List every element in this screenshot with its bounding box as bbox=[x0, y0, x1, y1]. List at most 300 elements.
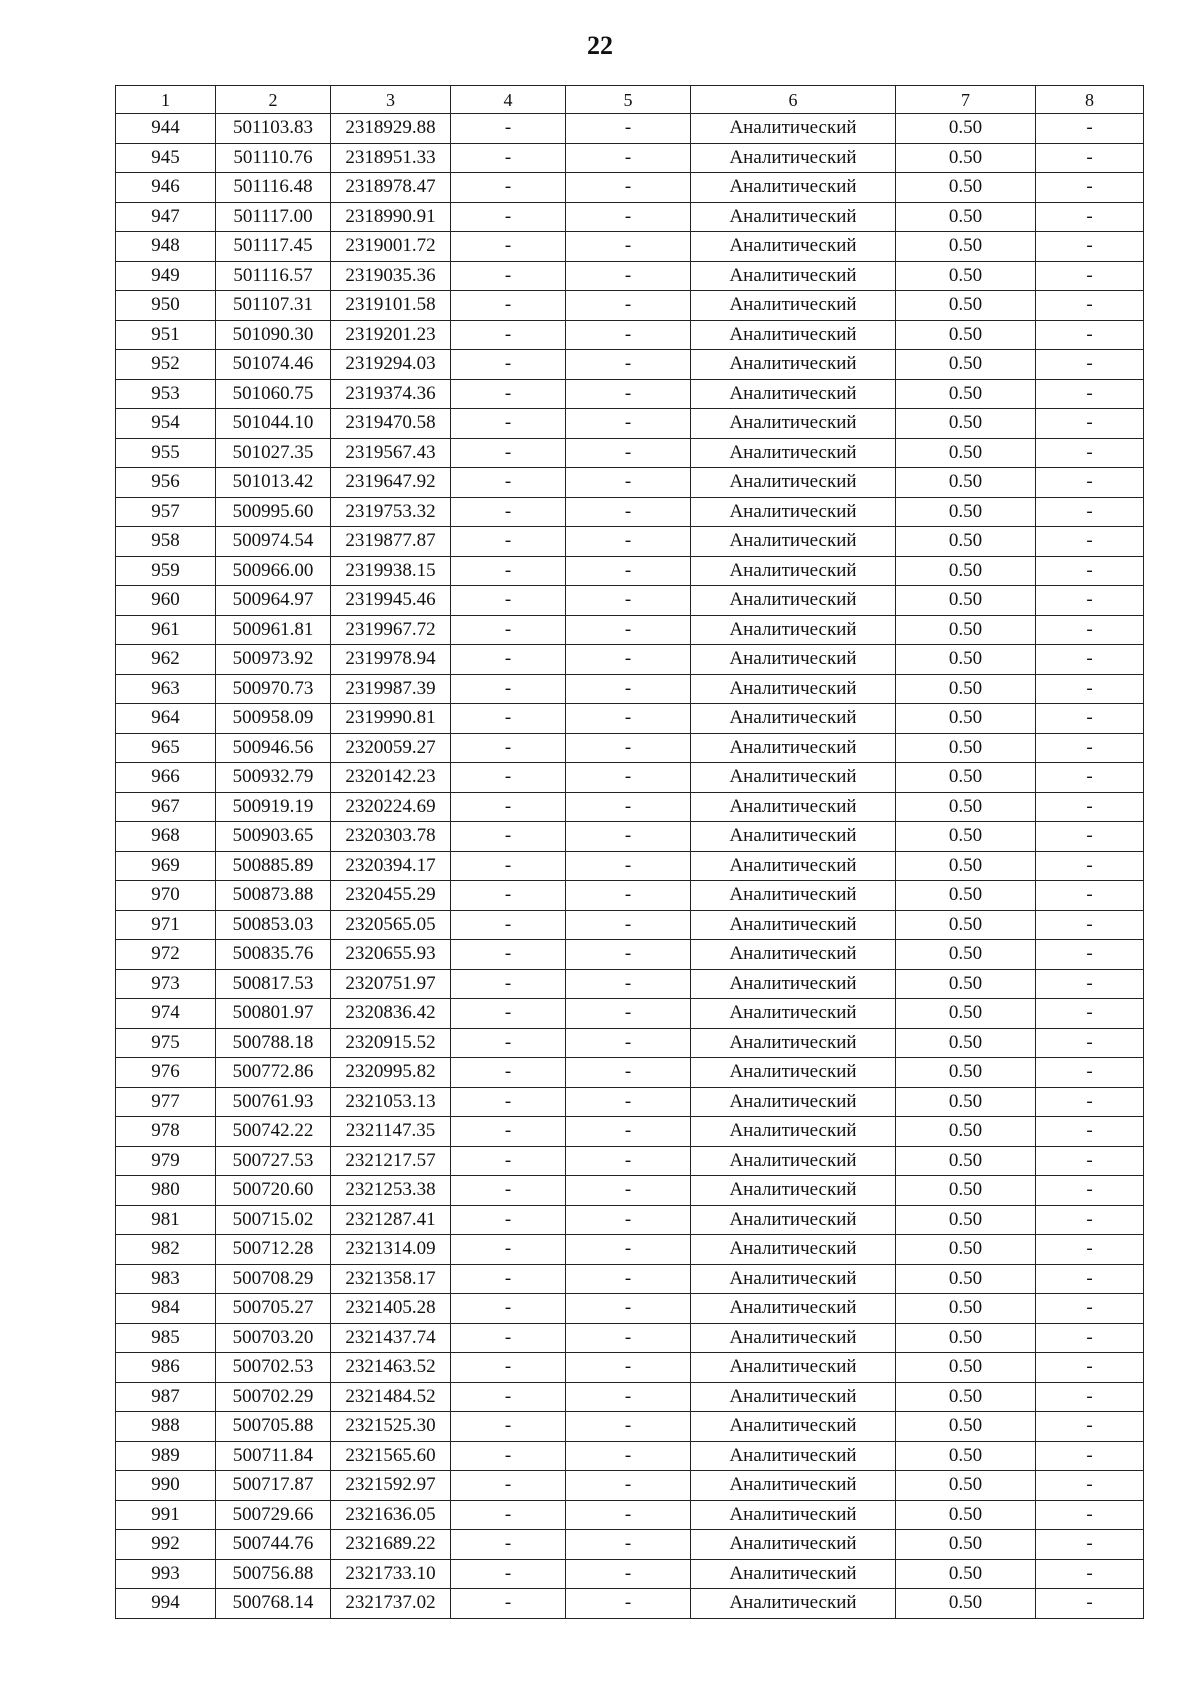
column-4-cell: - bbox=[451, 792, 566, 822]
y-coordinate-cell: 2321437.74 bbox=[331, 1323, 451, 1353]
point-number-cell: 976 bbox=[116, 1058, 216, 1088]
accuracy-cell: 0.50 bbox=[896, 527, 1036, 557]
method-cell: Аналитический bbox=[691, 1353, 896, 1383]
point-number-cell: 990 bbox=[116, 1471, 216, 1501]
y-coordinate-cell: 2320394.17 bbox=[331, 851, 451, 881]
point-number-cell: 983 bbox=[116, 1264, 216, 1294]
accuracy-cell: 0.50 bbox=[896, 1559, 1036, 1589]
method-cell: Аналитический bbox=[691, 409, 896, 439]
column-4-cell: - bbox=[451, 291, 566, 321]
method-cell: Аналитический bbox=[691, 497, 896, 527]
table-row bbox=[116, 261, 1144, 291]
method-cell: Аналитический bbox=[691, 1146, 896, 1176]
column-8-cell: - bbox=[1036, 763, 1144, 793]
point-number-cell: 966 bbox=[116, 763, 216, 793]
column-5-cell: - bbox=[566, 320, 691, 350]
column-8-cell: - bbox=[1036, 674, 1144, 704]
column-4-cell: - bbox=[451, 143, 566, 173]
point-number-cell: 984 bbox=[116, 1294, 216, 1324]
accuracy-cell: 0.50 bbox=[896, 792, 1036, 822]
point-number-cell: 953 bbox=[116, 379, 216, 409]
y-coordinate-cell: 2321689.22 bbox=[331, 1530, 451, 1560]
y-coordinate-cell: 2318978.47 bbox=[331, 173, 451, 203]
accuracy-cell: 0.50 bbox=[896, 645, 1036, 675]
table-row bbox=[116, 1353, 1144, 1383]
column-4-cell: - bbox=[451, 1382, 566, 1412]
column-4-cell: - bbox=[451, 1353, 566, 1383]
column-4-cell: - bbox=[451, 261, 566, 291]
point-number-cell: 960 bbox=[116, 586, 216, 616]
method-cell: Аналитический bbox=[691, 851, 896, 881]
x-coordinate-cell: 501110.76 bbox=[216, 143, 331, 173]
point-number-cell: 955 bbox=[116, 438, 216, 468]
accuracy-cell: 0.50 bbox=[896, 1205, 1036, 1235]
column-8-cell: - bbox=[1036, 792, 1144, 822]
column-5-cell: - bbox=[566, 586, 691, 616]
column-5-cell: - bbox=[566, 645, 691, 675]
column-8-cell: - bbox=[1036, 704, 1144, 734]
accuracy-cell: 0.50 bbox=[896, 320, 1036, 350]
x-coordinate-cell: 501103.83 bbox=[216, 114, 331, 144]
method-cell: Аналитический bbox=[691, 114, 896, 144]
column-8-cell: - bbox=[1036, 733, 1144, 763]
accuracy-cell: 0.50 bbox=[896, 1353, 1036, 1383]
accuracy-cell: 0.50 bbox=[896, 143, 1036, 173]
column-8-cell: - bbox=[1036, 645, 1144, 675]
method-cell: Аналитический bbox=[691, 527, 896, 557]
x-coordinate-cell: 501107.31 bbox=[216, 291, 331, 321]
column-5-cell: - bbox=[566, 1559, 691, 1589]
column-5-cell: - bbox=[566, 143, 691, 173]
x-coordinate-cell: 500973.92 bbox=[216, 645, 331, 675]
column-8-cell: - bbox=[1036, 881, 1144, 911]
column-5-cell: - bbox=[566, 1058, 691, 1088]
accuracy-cell: 0.50 bbox=[896, 1028, 1036, 1058]
x-coordinate-cell: 501117.00 bbox=[216, 202, 331, 232]
column-4-cell: - bbox=[451, 733, 566, 763]
point-number-cell: 959 bbox=[116, 556, 216, 586]
column-4-cell: - bbox=[451, 1264, 566, 1294]
accuracy-cell: 0.50 bbox=[896, 1294, 1036, 1324]
method-cell: Аналитический bbox=[691, 468, 896, 498]
method-cell: Аналитический bbox=[691, 1028, 896, 1058]
y-coordinate-cell: 2319753.32 bbox=[331, 497, 451, 527]
y-coordinate-cell: 2321525.30 bbox=[331, 1412, 451, 1442]
column-4-cell: - bbox=[451, 1058, 566, 1088]
column-5-cell: - bbox=[566, 615, 691, 645]
x-coordinate-cell: 500974.54 bbox=[216, 527, 331, 557]
column-8-cell: - bbox=[1036, 291, 1144, 321]
method-cell: Аналитический bbox=[691, 1323, 896, 1353]
y-coordinate-cell: 2320303.78 bbox=[331, 822, 451, 852]
method-cell: Аналитический bbox=[691, 143, 896, 173]
column-8-cell: - bbox=[1036, 1235, 1144, 1265]
accuracy-cell: 0.50 bbox=[896, 1146, 1036, 1176]
y-coordinate-cell: 2319938.15 bbox=[331, 556, 451, 586]
method-cell: Аналитический bbox=[691, 704, 896, 734]
accuracy-cell: 0.50 bbox=[896, 1235, 1036, 1265]
table-row bbox=[116, 232, 1144, 262]
method-cell: Аналитический bbox=[691, 645, 896, 675]
column-5-cell: - bbox=[566, 763, 691, 793]
column-4-cell: - bbox=[451, 763, 566, 793]
header-row bbox=[116, 86, 1144, 114]
y-coordinate-cell: 2319035.36 bbox=[331, 261, 451, 291]
y-coordinate-cell: 2319978.94 bbox=[331, 645, 451, 675]
point-number-cell: 946 bbox=[116, 173, 216, 203]
column-4-cell: - bbox=[451, 202, 566, 232]
x-coordinate-cell: 501044.10 bbox=[216, 409, 331, 439]
column-4-cell: - bbox=[451, 615, 566, 645]
column-4-cell: - bbox=[451, 438, 566, 468]
y-coordinate-cell: 2321737.02 bbox=[331, 1589, 451, 1619]
column-8-cell: - bbox=[1036, 1353, 1144, 1383]
table-row bbox=[116, 1323, 1144, 1353]
method-cell: Аналитический bbox=[691, 1235, 896, 1265]
accuracy-cell: 0.50 bbox=[896, 969, 1036, 999]
column-4-cell: - bbox=[451, 468, 566, 498]
column-5-cell: - bbox=[566, 350, 691, 380]
y-coordinate-cell: 2319945.46 bbox=[331, 586, 451, 616]
x-coordinate-cell: 500853.03 bbox=[216, 910, 331, 940]
column-4-cell: - bbox=[451, 1176, 566, 1206]
y-coordinate-cell: 2319647.92 bbox=[331, 468, 451, 498]
y-coordinate-cell: 2321217.57 bbox=[331, 1146, 451, 1176]
x-coordinate-cell: 500964.97 bbox=[216, 586, 331, 616]
table-row bbox=[116, 1058, 1144, 1088]
table-row bbox=[116, 527, 1144, 557]
method-cell: Аналитический bbox=[691, 232, 896, 262]
y-coordinate-cell: 2318929.88 bbox=[331, 114, 451, 144]
column-8-cell: - bbox=[1036, 1471, 1144, 1501]
column-4-cell: - bbox=[451, 704, 566, 734]
column-5-cell: - bbox=[566, 232, 691, 262]
accuracy-cell: 0.50 bbox=[896, 1589, 1036, 1619]
column-4-cell: - bbox=[451, 1205, 566, 1235]
point-number-cell: 982 bbox=[116, 1235, 216, 1265]
point-number-cell: 975 bbox=[116, 1028, 216, 1058]
column-header: 7 bbox=[896, 86, 1036, 114]
column-5-cell: - bbox=[566, 379, 691, 409]
y-coordinate-cell: 2320142.23 bbox=[331, 763, 451, 793]
accuracy-cell: 0.50 bbox=[896, 468, 1036, 498]
accuracy-cell: 0.50 bbox=[896, 379, 1036, 409]
point-number-cell: 948 bbox=[116, 232, 216, 262]
accuracy-cell: 0.50 bbox=[896, 1500, 1036, 1530]
column-8-cell: - bbox=[1036, 1117, 1144, 1147]
column-5-cell: - bbox=[566, 1146, 691, 1176]
point-number-cell: 969 bbox=[116, 851, 216, 881]
y-coordinate-cell: 2320751.97 bbox=[331, 969, 451, 999]
column-header: 5 bbox=[566, 86, 691, 114]
y-coordinate-cell: 2319470.58 bbox=[331, 409, 451, 439]
point-number-cell: 967 bbox=[116, 792, 216, 822]
table-row bbox=[116, 704, 1144, 734]
table-row bbox=[116, 792, 1144, 822]
column-8-cell: - bbox=[1036, 1500, 1144, 1530]
x-coordinate-cell: 500817.53 bbox=[216, 969, 331, 999]
column-8-cell: - bbox=[1036, 910, 1144, 940]
column-5-cell: - bbox=[566, 1471, 691, 1501]
column-4-cell: - bbox=[451, 1146, 566, 1176]
method-cell: Аналитический bbox=[691, 350, 896, 380]
column-4-cell: - bbox=[451, 1530, 566, 1560]
y-coordinate-cell: 2318990.91 bbox=[331, 202, 451, 232]
point-number-cell: 968 bbox=[116, 822, 216, 852]
x-coordinate-cell: 501116.48 bbox=[216, 173, 331, 203]
table-row bbox=[116, 1087, 1144, 1117]
table-row bbox=[116, 1146, 1144, 1176]
point-number-cell: 962 bbox=[116, 645, 216, 675]
y-coordinate-cell: 2320565.05 bbox=[331, 910, 451, 940]
column-8-cell: - bbox=[1036, 114, 1144, 144]
method-cell: Аналитический bbox=[691, 438, 896, 468]
column-5-cell: - bbox=[566, 1028, 691, 1058]
table-row bbox=[116, 202, 1144, 232]
column-4-cell: - bbox=[451, 1117, 566, 1147]
method-cell: Аналитический bbox=[691, 881, 896, 911]
column-5-cell: - bbox=[566, 202, 691, 232]
method-cell: Аналитический bbox=[691, 822, 896, 852]
point-number-cell: 961 bbox=[116, 615, 216, 645]
column-8-cell: - bbox=[1036, 1028, 1144, 1058]
accuracy-cell: 0.50 bbox=[896, 1530, 1036, 1560]
table-row bbox=[116, 114, 1144, 144]
method-cell: Аналитический bbox=[691, 1530, 896, 1560]
y-coordinate-cell: 2320655.93 bbox=[331, 940, 451, 970]
x-coordinate-cell: 501090.30 bbox=[216, 320, 331, 350]
column-5-cell: - bbox=[566, 704, 691, 734]
method-cell: Аналитический bbox=[691, 910, 896, 940]
accuracy-cell: 0.50 bbox=[896, 232, 1036, 262]
method-cell: Аналитический bbox=[691, 999, 896, 1029]
column-8-cell: - bbox=[1036, 999, 1144, 1029]
column-8-cell: - bbox=[1036, 1146, 1144, 1176]
point-number-cell: 945 bbox=[116, 143, 216, 173]
y-coordinate-cell: 2319201.23 bbox=[331, 320, 451, 350]
point-number-cell: 978 bbox=[116, 1117, 216, 1147]
accuracy-cell: 0.50 bbox=[896, 704, 1036, 734]
method-cell: Аналитический bbox=[691, 969, 896, 999]
column-5-cell: - bbox=[566, 1589, 691, 1619]
table-row bbox=[116, 497, 1144, 527]
y-coordinate-cell: 2319987.39 bbox=[331, 674, 451, 704]
column-8-cell: - bbox=[1036, 438, 1144, 468]
x-coordinate-cell: 501074.46 bbox=[216, 350, 331, 380]
column-4-cell: - bbox=[451, 822, 566, 852]
x-coordinate-cell: 500903.65 bbox=[216, 822, 331, 852]
x-coordinate-cell: 500946.56 bbox=[216, 733, 331, 763]
table-row bbox=[116, 1559, 1144, 1589]
column-header: 4 bbox=[451, 86, 566, 114]
accuracy-cell: 0.50 bbox=[896, 261, 1036, 291]
column-5-cell: - bbox=[566, 1087, 691, 1117]
column-5-cell: - bbox=[566, 1323, 691, 1353]
table-row bbox=[116, 438, 1144, 468]
column-5-cell: - bbox=[566, 468, 691, 498]
table-row bbox=[116, 143, 1144, 173]
accuracy-cell: 0.50 bbox=[896, 1176, 1036, 1206]
method-cell: Аналитический bbox=[691, 1087, 896, 1117]
table-row bbox=[116, 999, 1144, 1029]
table-row bbox=[116, 320, 1144, 350]
y-coordinate-cell: 2319567.43 bbox=[331, 438, 451, 468]
x-coordinate-cell: 500705.27 bbox=[216, 1294, 331, 1324]
table-row bbox=[116, 1589, 1144, 1619]
column-5-cell: - bbox=[566, 438, 691, 468]
x-coordinate-cell: 500744.76 bbox=[216, 1530, 331, 1560]
method-cell: Аналитический bbox=[691, 1264, 896, 1294]
point-number-cell: 980 bbox=[116, 1176, 216, 1206]
table-row bbox=[116, 1500, 1144, 1530]
accuracy-cell: 0.50 bbox=[896, 822, 1036, 852]
x-coordinate-cell: 500919.19 bbox=[216, 792, 331, 822]
point-number-cell: 986 bbox=[116, 1353, 216, 1383]
column-5-cell: - bbox=[566, 1500, 691, 1530]
x-coordinate-cell: 500873.88 bbox=[216, 881, 331, 911]
column-4-cell: - bbox=[451, 497, 566, 527]
x-coordinate-cell: 500772.86 bbox=[216, 1058, 331, 1088]
method-cell: Аналитический bbox=[691, 674, 896, 704]
table-row bbox=[116, 763, 1144, 793]
column-8-cell: - bbox=[1036, 320, 1144, 350]
accuracy-cell: 0.50 bbox=[896, 851, 1036, 881]
accuracy-cell: 0.50 bbox=[896, 350, 1036, 380]
table-row bbox=[116, 1382, 1144, 1412]
column-5-cell: - bbox=[566, 1205, 691, 1235]
y-coordinate-cell: 2321358.17 bbox=[331, 1264, 451, 1294]
accuracy-cell: 0.50 bbox=[896, 940, 1036, 970]
column-header: 8 bbox=[1036, 86, 1144, 114]
column-4-cell: - bbox=[451, 232, 566, 262]
column-5-cell: - bbox=[566, 999, 691, 1029]
y-coordinate-cell: 2321405.28 bbox=[331, 1294, 451, 1324]
column-8-cell: - bbox=[1036, 969, 1144, 999]
column-header: 3 bbox=[331, 86, 451, 114]
accuracy-cell: 0.50 bbox=[896, 1323, 1036, 1353]
column-4-cell: - bbox=[451, 645, 566, 675]
method-cell: Аналитический bbox=[691, 1205, 896, 1235]
table-row bbox=[116, 674, 1144, 704]
table-row bbox=[116, 350, 1144, 380]
accuracy-cell: 0.50 bbox=[896, 999, 1036, 1029]
table-row bbox=[116, 822, 1144, 852]
column-5-cell: - bbox=[566, 1117, 691, 1147]
accuracy-cell: 0.50 bbox=[896, 881, 1036, 911]
column-4-cell: - bbox=[451, 1235, 566, 1265]
column-8-cell: - bbox=[1036, 1087, 1144, 1117]
column-5-cell: - bbox=[566, 851, 691, 881]
column-4-cell: - bbox=[451, 1589, 566, 1619]
table-body bbox=[116, 114, 1144, 1619]
y-coordinate-cell: 2319101.58 bbox=[331, 291, 451, 321]
method-cell: Аналитический bbox=[691, 586, 896, 616]
column-8-cell: - bbox=[1036, 1294, 1144, 1324]
method-cell: Аналитический bbox=[691, 940, 896, 970]
column-4-cell: - bbox=[451, 881, 566, 911]
column-5-cell: - bbox=[566, 1530, 691, 1560]
column-4-cell: - bbox=[451, 1412, 566, 1442]
table-row bbox=[116, 851, 1144, 881]
table-row bbox=[116, 645, 1144, 675]
method-cell: Аналитический bbox=[691, 1471, 896, 1501]
point-number-cell: 981 bbox=[116, 1205, 216, 1235]
table-row bbox=[116, 940, 1144, 970]
column-5-cell: - bbox=[566, 674, 691, 704]
table-row bbox=[116, 1294, 1144, 1324]
column-4-cell: - bbox=[451, 114, 566, 144]
column-8-cell: - bbox=[1036, 1176, 1144, 1206]
accuracy-cell: 0.50 bbox=[896, 202, 1036, 232]
accuracy-cell: 0.50 bbox=[896, 1471, 1036, 1501]
accuracy-cell: 0.50 bbox=[896, 586, 1036, 616]
x-coordinate-cell: 500712.28 bbox=[216, 1235, 331, 1265]
column-5-cell: - bbox=[566, 1382, 691, 1412]
y-coordinate-cell: 2319001.72 bbox=[331, 232, 451, 262]
column-8-cell: - bbox=[1036, 822, 1144, 852]
method-cell: Аналитический bbox=[691, 1117, 896, 1147]
table-row bbox=[116, 969, 1144, 999]
method-cell: Аналитический bbox=[691, 261, 896, 291]
method-cell: Аналитический bbox=[691, 291, 896, 321]
accuracy-cell: 0.50 bbox=[896, 438, 1036, 468]
column-5-cell: - bbox=[566, 173, 691, 203]
y-coordinate-cell: 2321053.13 bbox=[331, 1087, 451, 1117]
column-4-cell: - bbox=[451, 1471, 566, 1501]
accuracy-cell: 0.50 bbox=[896, 409, 1036, 439]
column-5-cell: - bbox=[566, 556, 691, 586]
y-coordinate-cell: 2318951.33 bbox=[331, 143, 451, 173]
x-coordinate-cell: 500761.93 bbox=[216, 1087, 331, 1117]
method-cell: Аналитический bbox=[691, 1441, 896, 1471]
y-coordinate-cell: 2321287.41 bbox=[331, 1205, 451, 1235]
column-8-cell: - bbox=[1036, 350, 1144, 380]
y-coordinate-cell: 2320455.29 bbox=[331, 881, 451, 911]
point-number-cell: 987 bbox=[116, 1382, 216, 1412]
column-4-cell: - bbox=[451, 379, 566, 409]
point-number-cell: 954 bbox=[116, 409, 216, 439]
y-coordinate-cell: 2320915.52 bbox=[331, 1028, 451, 1058]
y-coordinate-cell: 2319877.87 bbox=[331, 527, 451, 557]
y-coordinate-cell: 2319967.72 bbox=[331, 615, 451, 645]
column-4-cell: - bbox=[451, 350, 566, 380]
column-8-cell: - bbox=[1036, 497, 1144, 527]
column-5-cell: - bbox=[566, 910, 691, 940]
column-4-cell: - bbox=[451, 851, 566, 881]
column-8-cell: - bbox=[1036, 1264, 1144, 1294]
table-row bbox=[116, 1530, 1144, 1560]
x-coordinate-cell: 500717.87 bbox=[216, 1471, 331, 1501]
method-cell: Аналитический bbox=[691, 615, 896, 645]
column-4-cell: - bbox=[451, 1087, 566, 1117]
x-coordinate-cell: 500885.89 bbox=[216, 851, 331, 881]
column-8-cell: - bbox=[1036, 1589, 1144, 1619]
y-coordinate-cell: 2319990.81 bbox=[331, 704, 451, 734]
table-row bbox=[116, 1235, 1144, 1265]
page-number: 22 bbox=[587, 31, 613, 60]
column-5-cell: - bbox=[566, 1176, 691, 1206]
method-cell: Аналитический bbox=[691, 763, 896, 793]
method-cell: Аналитический bbox=[691, 1412, 896, 1442]
point-number-cell: 957 bbox=[116, 497, 216, 527]
column-8-cell: - bbox=[1036, 1058, 1144, 1088]
point-number-cell: 992 bbox=[116, 1530, 216, 1560]
method-cell: Аналитический bbox=[691, 173, 896, 203]
table-row bbox=[116, 615, 1144, 645]
x-coordinate-cell: 500711.84 bbox=[216, 1441, 331, 1471]
column-8-cell: - bbox=[1036, 527, 1144, 557]
accuracy-cell: 0.50 bbox=[896, 1412, 1036, 1442]
